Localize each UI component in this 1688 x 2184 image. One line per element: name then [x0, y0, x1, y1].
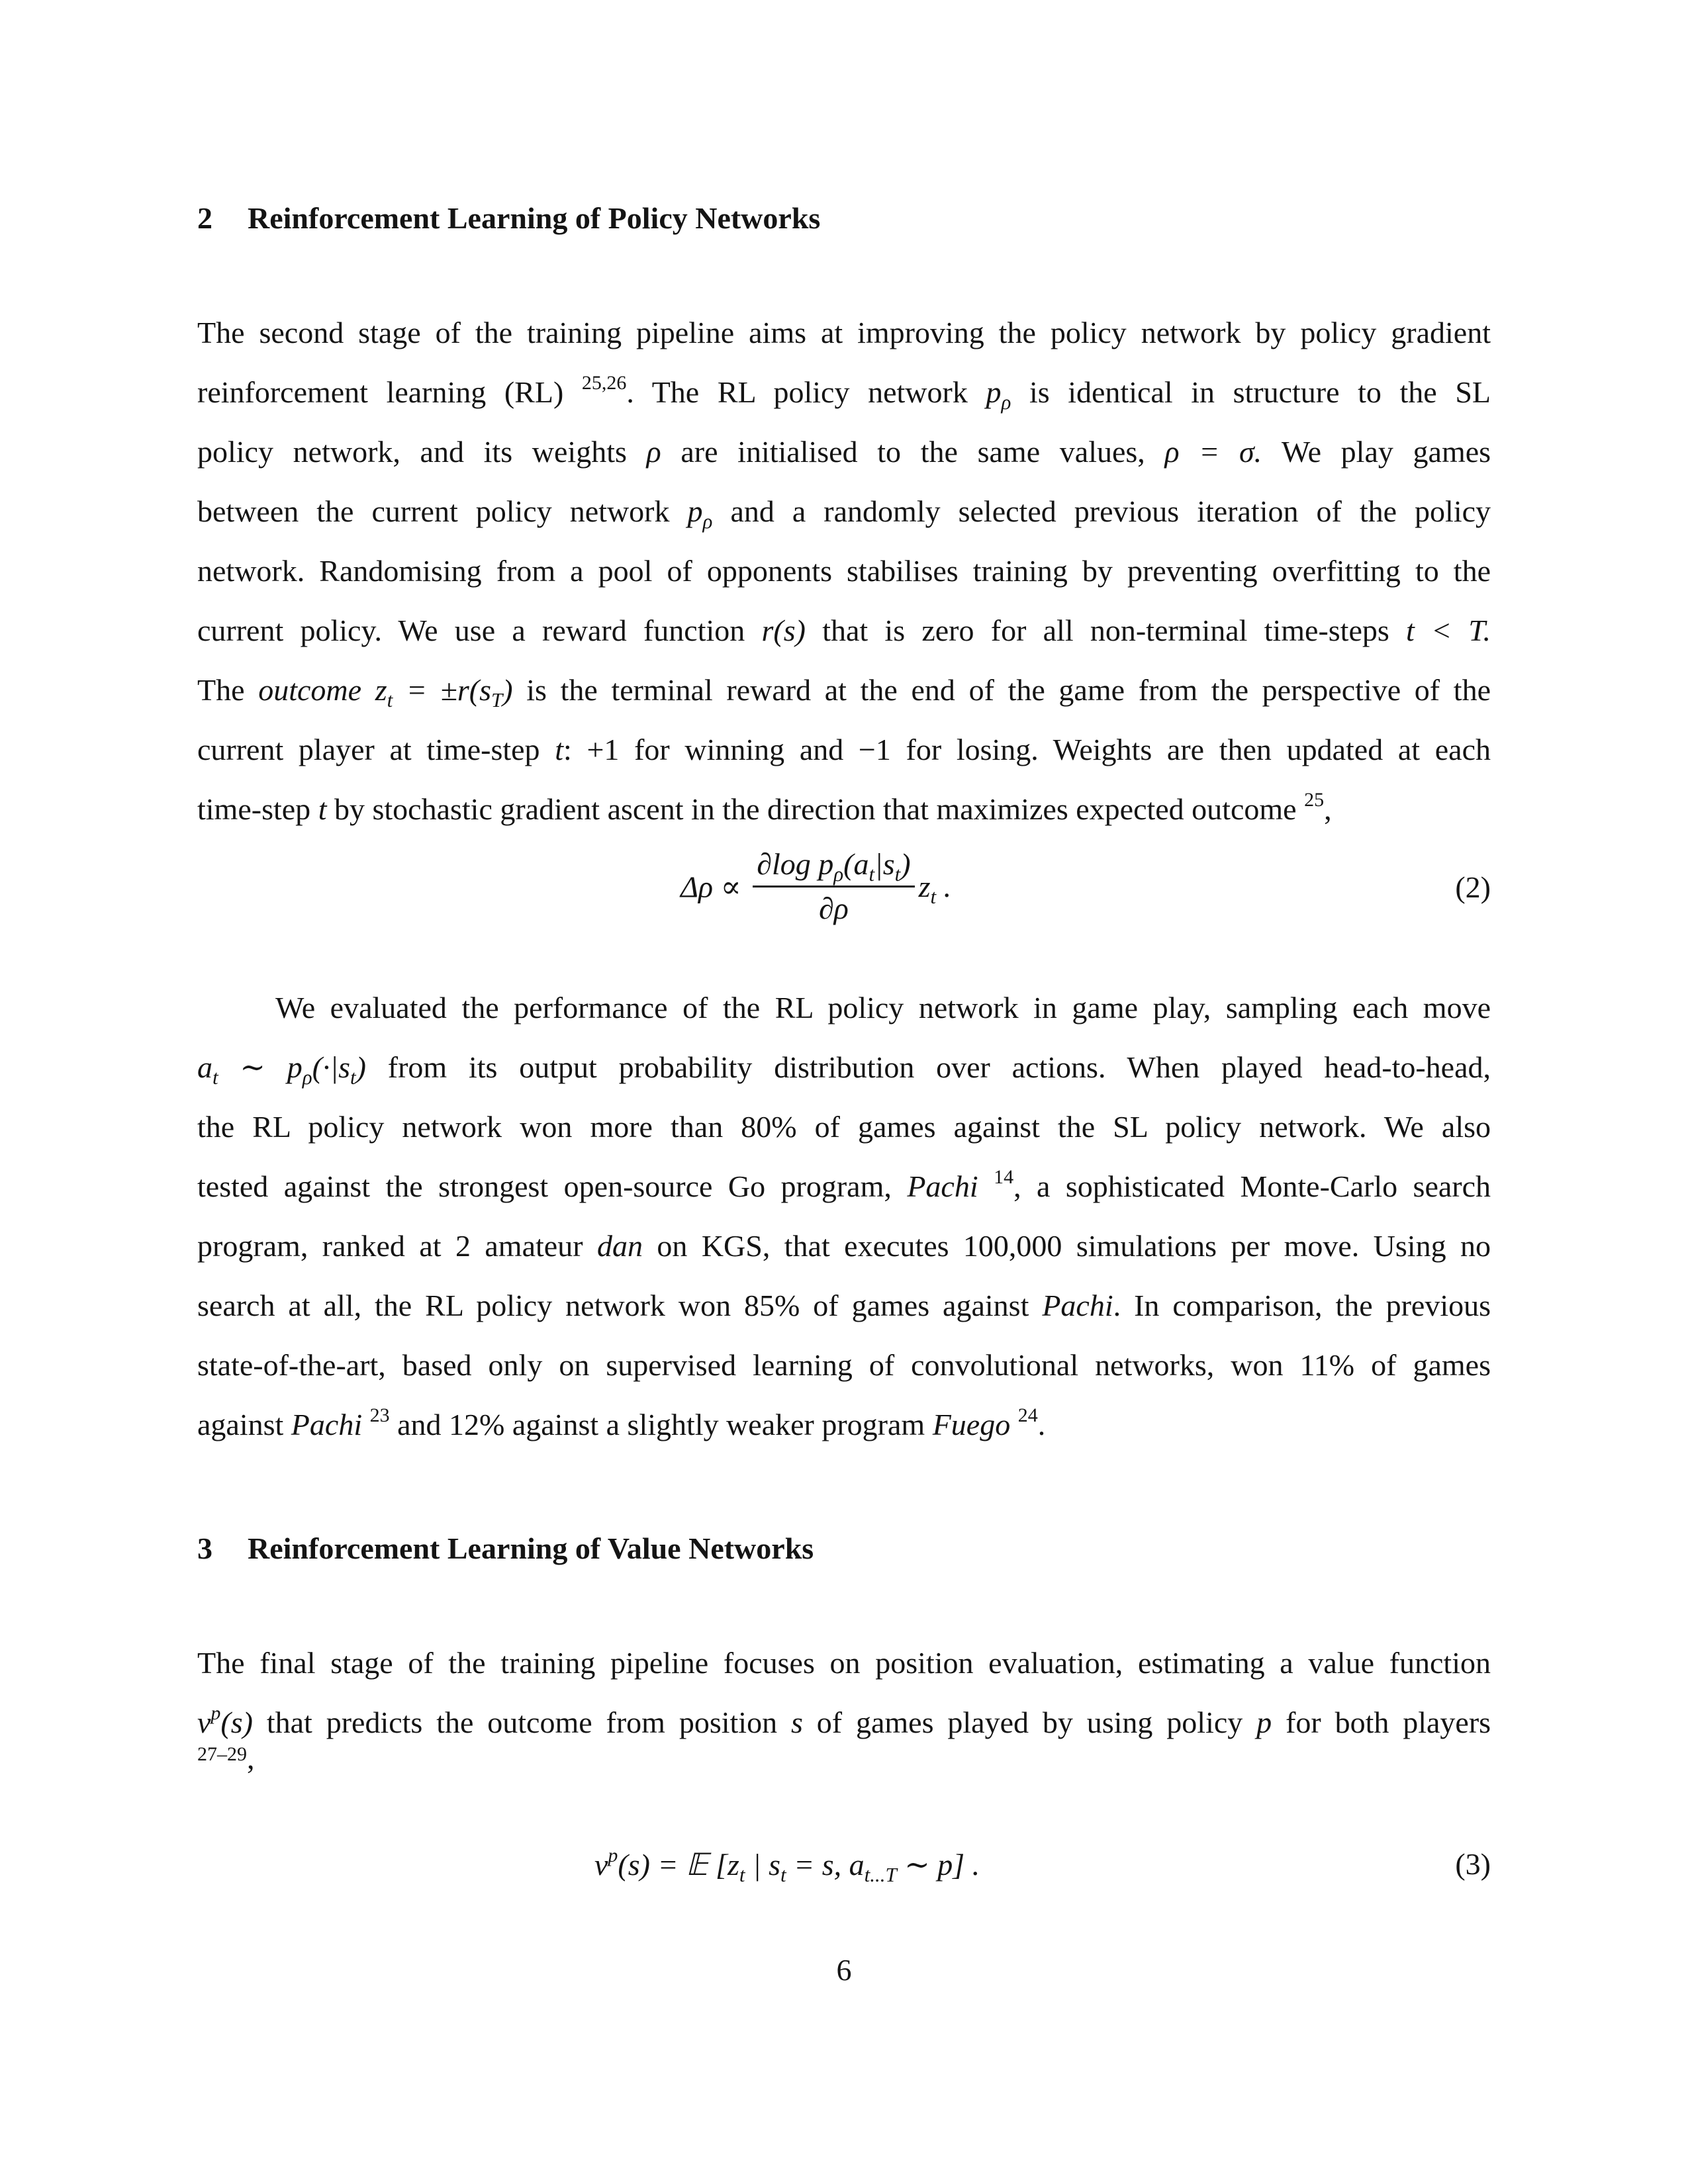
text-line: network. Randomising from a pool of opponents stabilises training by preventing overfitting to the: [197, 554, 1491, 588]
text-line: between the current policy network $p_\rho$ and a randomly selected previous iteration of the policy: [197, 494, 1491, 533]
citation: 14: [994, 1166, 1014, 1188]
text-line: The final stage of the training pipeline focuses on position evaluation, estimating a value function: [197, 1646, 1491, 1680]
text-line: time-step t by stochastic gradient ascent in the direction that maximizes expected outcome $^{25}$,: [197, 789, 1332, 826]
section-3-paragraph-1: [197, 1633, 1491, 1778]
equation-3-body: $v^p(s)$ = 𝔼 [$z_t$ | $s_t = s$, $a_{t...T}$ ∼ p] .: [594, 1844, 980, 1886]
citation: 25: [1304, 789, 1325, 811]
text-line: We evaluated the performance of the RL policy network in game play, sampling each move: [275, 991, 1491, 1024]
equation-number: (3): [1455, 1847, 1491, 1881]
section-2-paragraph-2: [197, 978, 1491, 1455]
text-line: program, ranked at 2 amateur dan on KGS, that executes 100,000 simulations per move. Using no: [197, 1229, 1491, 1263]
text-line: $a_t$ ∼ $p_\rho(\cdot|s_t)$ from its output probability distribution over actions. When played head-to-head,: [197, 1050, 1491, 1089]
text-line: current player at time-step t: +1 for winning and −1 for losing. Weights are then updated at each: [197, 733, 1491, 766]
text-line: $v^p(s)$ that predicts the outcome from position s of games played by using policy p for both players: [197, 1702, 1491, 1739]
equation-3: [197, 1846, 1491, 1893]
text-line: state-of-the-art, based only on supervised learning of convolutional networks, won 11% of games: [197, 1348, 1491, 1382]
equation-2-fraction: $\frac{\partial\log p_\rho(a_t|s_t)}{\partial\rho}$: [753, 846, 914, 927]
citation: 23: [369, 1404, 390, 1426]
section-title: Reinforcement Learning of Value Networks: [248, 1531, 814, 1565]
math-p-rho: $p_\rho$: [986, 375, 1011, 414]
text-line: against Pachi $^{23}$ and 12% against a slightly weaker program Fuego $^{24}$.: [197, 1404, 1046, 1441]
text-line: policy network, and its weights ρ are initialised to the same values, ρ = σ. We play games: [197, 435, 1491, 469]
text-line: search at all, the RL policy network won 85% of games against Pachi. In comparison, the previous: [197, 1289, 1491, 1322]
text-line: 27–29,: [197, 1741, 255, 1775]
equation-2: [197, 846, 1491, 938]
section-number: 3: [197, 1531, 212, 1565]
term-outcome: outcome: [258, 673, 362, 707]
citation: 27–29: [197, 1743, 247, 1765]
text-line: reinforcement learning (RL) $^{25,26}$. The RL policy network $p_\rho$ is identical in structure to the SL: [197, 372, 1491, 414]
equation-2-body: Δρ ∝ $\frac{\partial\log p_\rho(a_t|s_t)}{\partial\rho}$ $z_t$ .: [680, 846, 951, 927]
section-2-heading: [197, 200, 820, 237]
text-line: current policy. We use a reward function r(s) that is zero for all non-terminal time-steps t < T.: [197, 614, 1491, 647]
section-title: Reinforcement Learning of Policy Networks: [248, 201, 821, 235]
page-number: 6: [836, 1953, 852, 1987]
text-line: The outcome $z_t = \pm r(s_T)$ is the terminal reward at the end of the game from the perspective of the: [197, 673, 1491, 711]
section-2-paragraph-1: [197, 303, 1491, 839]
text-line: The second stage of the training pipeline aims at improving the policy network by policy gradient: [197, 316, 1491, 349]
section-number: 2: [197, 201, 212, 235]
citation: 24: [1017, 1404, 1038, 1426]
text-line: the RL policy network won more than 80% of games against the SL policy network. We also: [197, 1110, 1491, 1144]
math-at-sim-p: $a_t$ ∼ $p_\rho(\cdot|s_t)$: [197, 1050, 366, 1089]
citation: 25,26: [581, 372, 627, 394]
math-rho-eq-sigma: ρ = σ.: [1164, 435, 1262, 469]
equation-number: (2): [1455, 870, 1491, 904]
text-line: tested against the strongest open-source Go program, Pachi $^{14}$, a sophisticated Monte-Carlo search: [197, 1166, 1491, 1203]
section-3-heading: [197, 1530, 814, 1567]
